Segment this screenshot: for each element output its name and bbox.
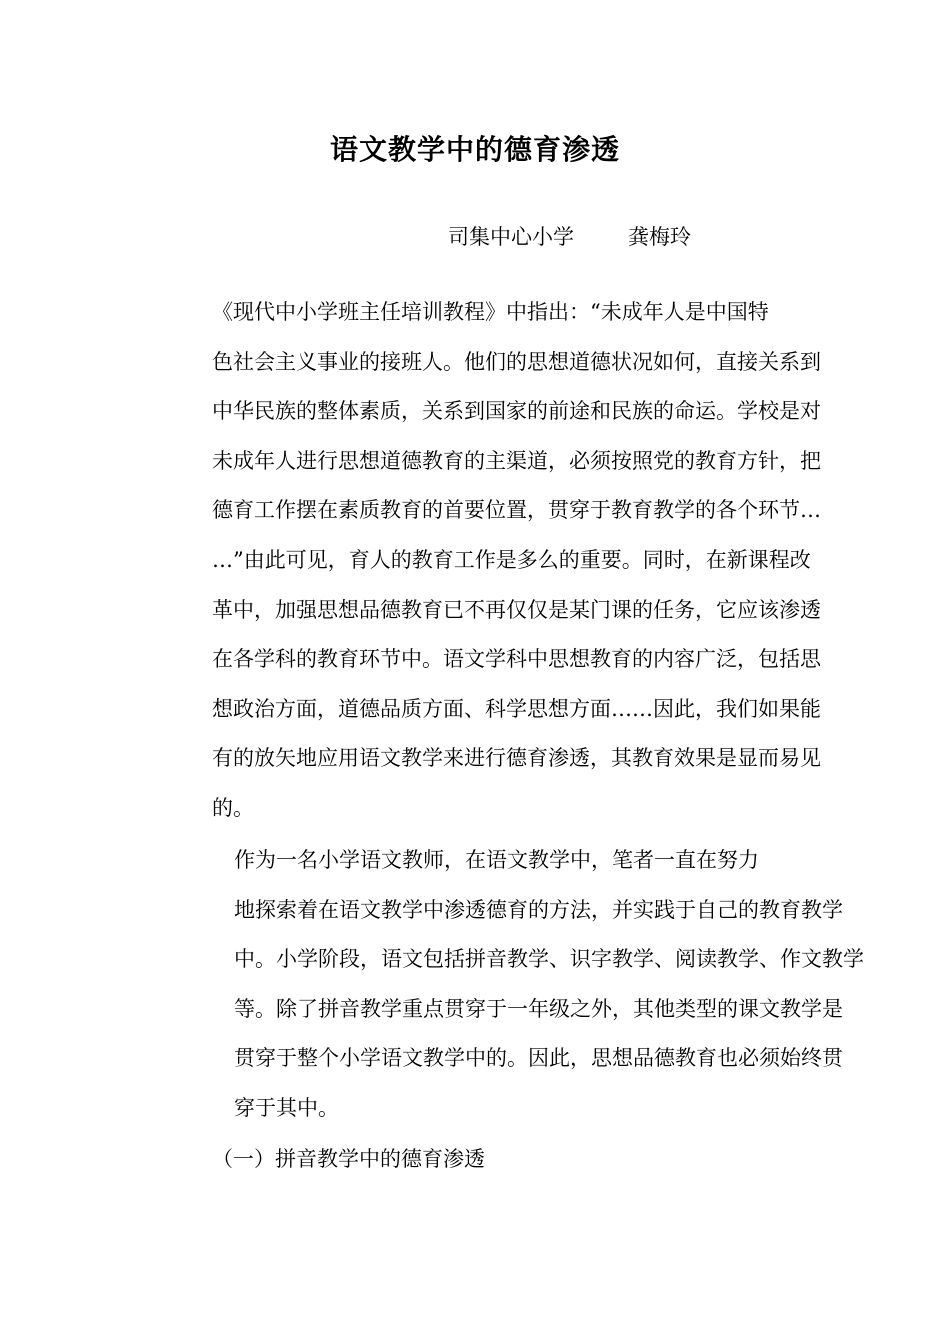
section-heading: （一）拼音教学中的德育渗透 [212, 1147, 485, 1171]
paragraph-intro [158, 288, 821, 834]
paragraph-line: 德育工作摆在素质教育的首要位置，贯穿于教育教学的各个环节… [212, 498, 821, 523]
paragraph-line: 色社会主义事业的接班人。他们的思想道德状况如何，直接关系到 [212, 349, 821, 374]
paragraph-line: 想政治方面，道德品质方面、科学思想方面……因此，我们如果能 [212, 696, 821, 721]
paragraph-line: 革中，加强思想品德教育已不再仅仅是某门课的任务，它应该渗透 [212, 597, 821, 622]
paragraph-line: 等。除了拼音教学重点贯穿于一年级之外，其他类型的课文教学是 [234, 996, 843, 1021]
paragraph-line: 的。 [212, 795, 254, 820]
author-name: 龚梅玲 [628, 225, 691, 249]
paragraph-line: 未成年人进行思想道德教育的主渠道，必须按照党的教育方针，把 [212, 448, 821, 473]
byline [448, 222, 691, 252]
paragraph-line: 《现代中小学班主任培训教程》中指出：“未成年人是中国特 [212, 300, 769, 324]
paragraph-line: 穿于其中。 [234, 1095, 339, 1120]
paragraph-line: 有的放矢地应用语文教学来进行德育渗透，其教育效果是显而易见 [212, 746, 821, 771]
paragraph-line: 地探索着在语文教学中渗透德育的方法，并实践于自己的教育教学 [234, 897, 843, 922]
paragraph-teacher [158, 836, 864, 1134]
paragraph-line: 作为一名小学语文教师，在语文教学中，笔者一直在努力 [234, 848, 759, 872]
paragraph-line: 贯穿于整个小学语文教学中的。因此，思想品德教育也必须始终贯 [234, 1046, 843, 1071]
paragraph-line: 在各学科的教育环节中。语文学科中思想教育的内容广泛，包括思 [212, 647, 821, 672]
document-title: 语文教学中的德育渗透 [329, 133, 620, 166]
paragraph-line: 中。小学阶段，语文包括拼音教学、识字教学、阅读教学、作文教学 [234, 947, 864, 972]
school-name: 司集中心小学 [448, 225, 574, 249]
paragraph-line: …”由此可见，育人的教育工作是多么的重要。同时，在新课程改 [212, 547, 811, 572]
paragraph-line: 中华民族的整体素质，关系到国家的前途和民族的命运。学校是对 [212, 399, 821, 424]
